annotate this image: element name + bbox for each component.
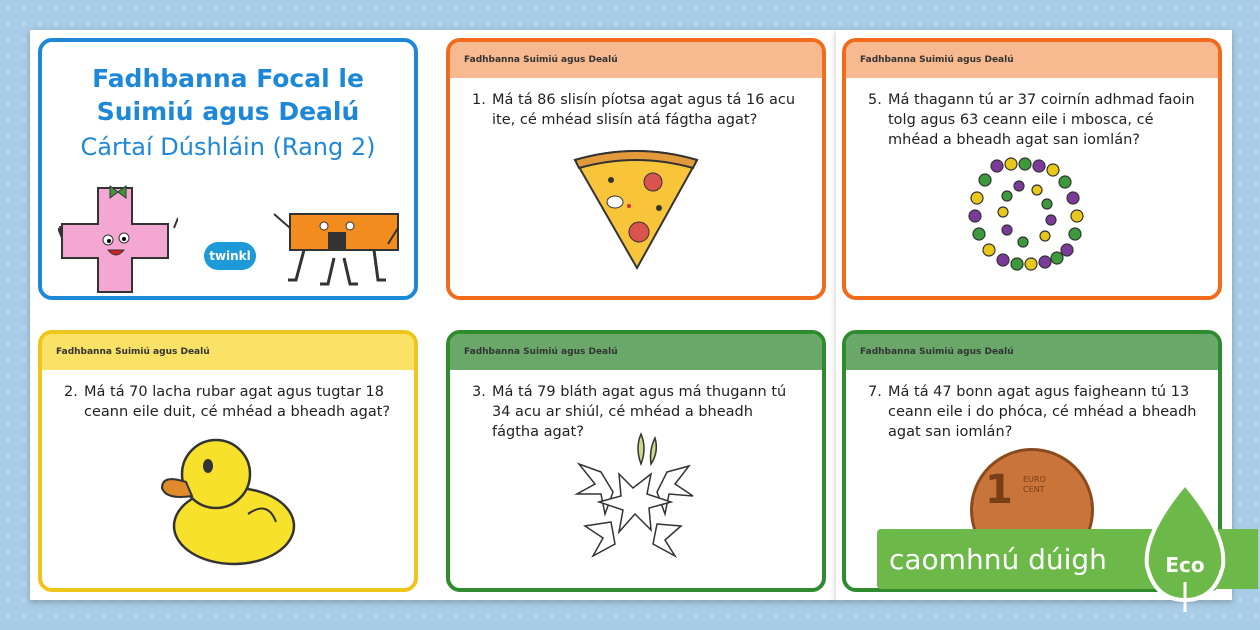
question-text: Má thagann tú ar 37 coirnín adhmad faoin tolg agus 63 ceann eile i mbosca, cé mhéad a bheadh agat san iomlán?	[888, 92, 1195, 148]
pizza-slice-icon	[450, 146, 822, 270]
card-header: Fadhbanna Suimiú agus Dealú	[42, 334, 414, 370]
question	[846, 370, 1218, 442]
question-text: Má tá 86 slisín píotsa agat agus tá 16 acu ite, cé mhéad slisín atá fágtha agat?	[492, 92, 796, 128]
coin-text-1: EURO	[1023, 475, 1046, 484]
question-number: 7.	[868, 384, 882, 400]
bead-necklace-icon	[846, 156, 1218, 276]
challenge-card-1	[446, 38, 826, 300]
eco-badge-text: Eco	[1165, 553, 1205, 577]
title-line-2: Suimiú agus Dealú	[96, 97, 360, 126]
challenge-card-3	[446, 330, 826, 592]
challenge-card-2	[38, 330, 418, 592]
lily-flowers-icon	[450, 432, 822, 558]
eco-banner-text: caomhnú dúigh	[889, 542, 1107, 576]
title-card	[38, 38, 418, 300]
question	[42, 370, 414, 422]
twinkl-logo: twinkl	[204, 242, 256, 270]
challenge-card-5	[842, 38, 1222, 300]
card-header: Fadhbanna Suimiú agus Dealú	[846, 334, 1218, 370]
question-text: Má tá 47 bonn agat agus faigheann tú 13 ceann eile i do phóca, cé mhéad a bheadh agat san iomlán?	[888, 384, 1197, 440]
card-header: Fadhbanna Suimiú agus Dealú	[846, 42, 1218, 78]
subtitle: Cártaí Dúshláin (Rang 2)	[80, 133, 376, 161]
question-text: Má tá 70 lacha rubar agat agus tugtar 18 ceann eile duit, cé mhéad a bheadh agat?	[84, 384, 391, 420]
question	[450, 78, 822, 130]
question-number: 2.	[64, 384, 78, 400]
coin-value: 1	[985, 467, 1013, 513]
minus-character-icon	[264, 202, 404, 298]
question-number: 3.	[472, 384, 486, 400]
title-line-1: Fadhbanna Focal le	[92, 64, 364, 93]
question-number: 5.	[868, 92, 882, 108]
plus-character-icon	[58, 180, 178, 298]
eco-leaf-icon[interactable]	[1143, 482, 1227, 614]
card-header: Fadhbanna Suimiú agus Dealú	[450, 334, 822, 370]
question-number: 1.	[472, 92, 486, 108]
rubber-duck-icon	[42, 430, 414, 566]
card-header: Fadhbanna Suimiú agus Dealú	[450, 42, 822, 78]
coin-text-2: CENT	[1023, 485, 1045, 494]
question-text: Má tá 79 bláth agat agus má thugann tú 34 acu ar shiúl, cé mhéad a bheadh fágtha agat?	[492, 384, 787, 440]
question	[846, 78, 1218, 150]
